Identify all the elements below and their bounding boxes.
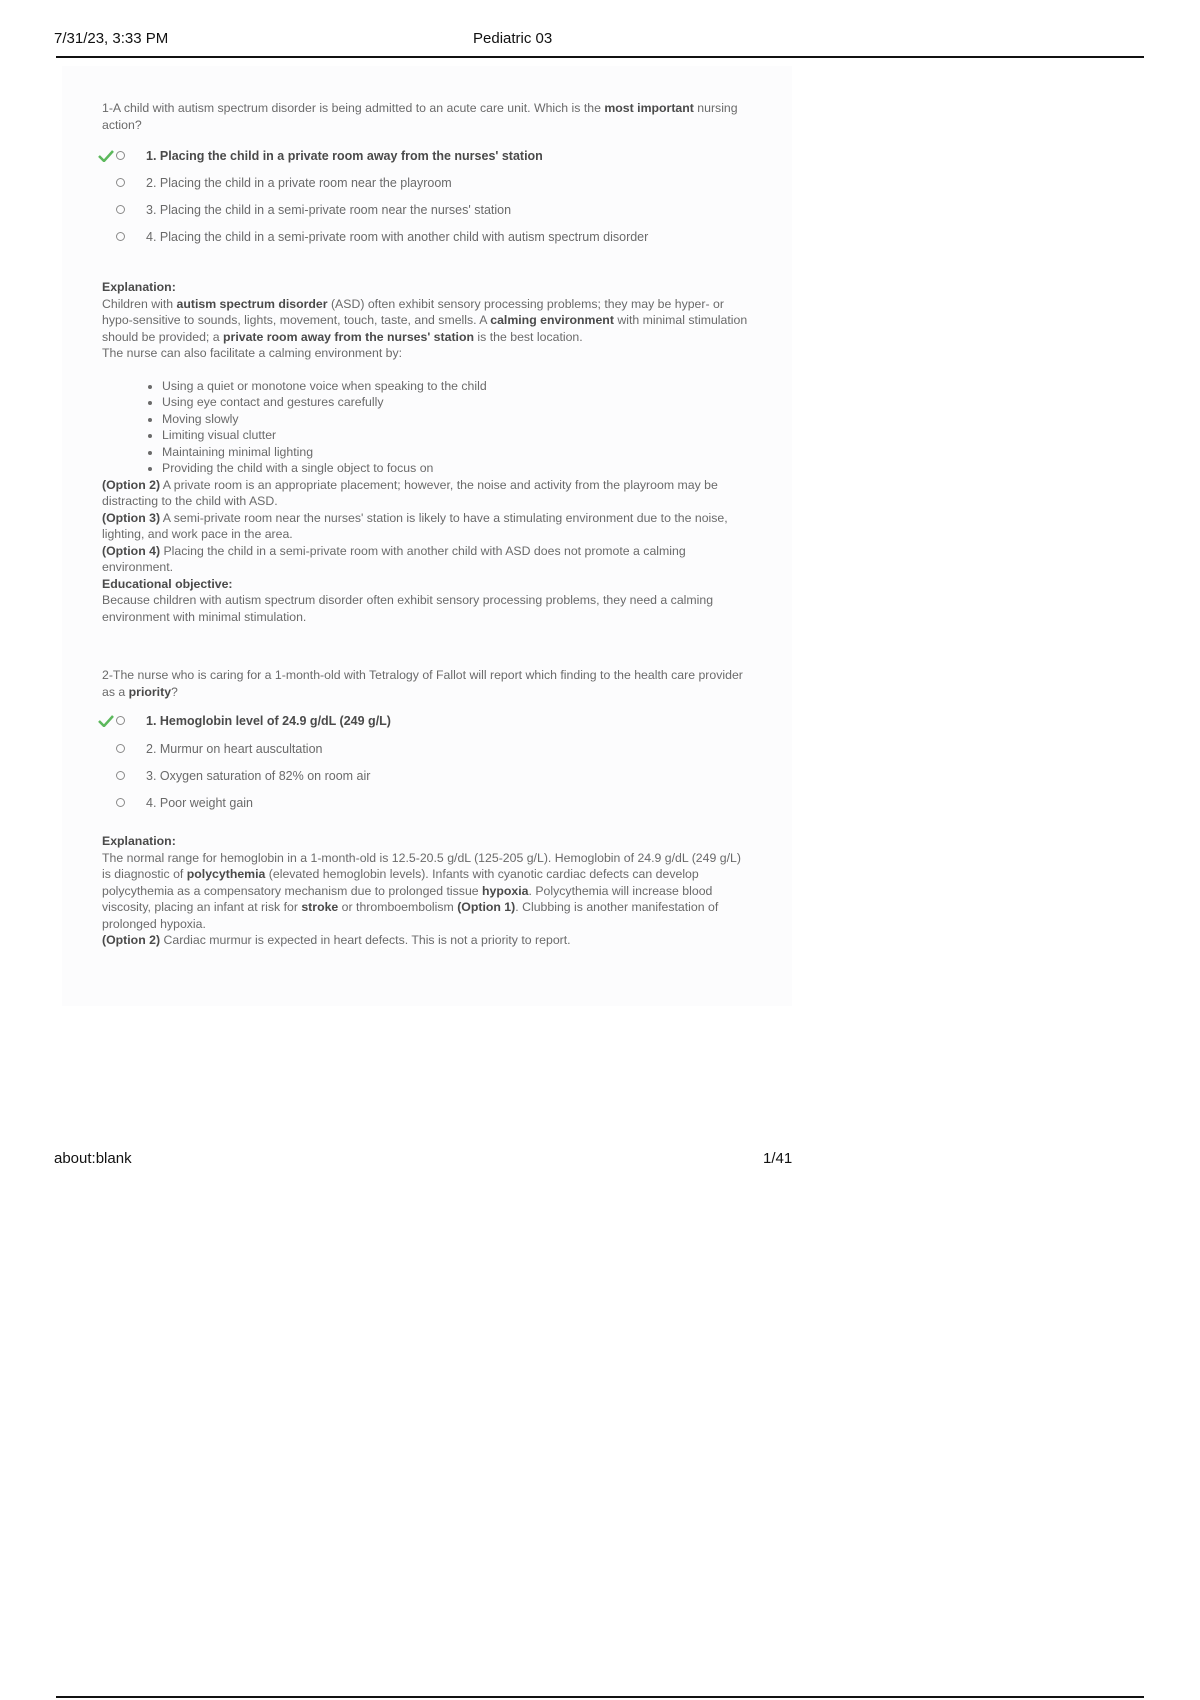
q2-prompt-text: 2-The nurse who is caring for a 1-month-old with Tetralogy of Fallot will report which finding to the health care provider as a	[102, 668, 743, 699]
rationale-text: Cardiac murmur is expected in heart defects. This is not a priority to report.	[160, 933, 571, 947]
exp-emphasis: (Option 1)	[457, 900, 516, 914]
option-3-rationale	[102, 510, 752, 543]
q2-prompt-emphasis: priority	[128, 684, 172, 699]
page-title: Pediatric 03	[473, 30, 553, 47]
q1-explanation	[102, 279, 752, 625]
list-item: • Moving slowly	[162, 411, 752, 428]
q1-option-3-label: 3. Placing the child in a semi-private room near the nurses' station	[146, 203, 512, 217]
q2-option-3[interactable]	[98, 766, 798, 786]
page-break-rule	[56, 1696, 1144, 1698]
print-date: 7/31/23, 3:33 PM	[54, 30, 169, 47]
q2-option-4-label: 4. Poor weight gain	[146, 796, 254, 810]
list-item: • Limiting visual clutter	[162, 427, 752, 444]
exp-text: with minimal stimulation should be provided; a	[102, 313, 748, 344]
correct-check-icon	[98, 150, 114, 162]
rationale-text: A semi-private room near the nurses' station is likely to have a stimulating environment due to the noise, lighting, and work pace in the area.	[102, 510, 728, 541]
explanation-paragraph	[102, 850, 752, 933]
list-item: • Providing the child with a single object to focus on	[162, 460, 752, 477]
exp-text: Children with	[102, 296, 177, 311]
radio-button[interactable]	[116, 151, 125, 160]
q1-option-2-label: 2. Placing the child in a private room near the playroom	[146, 176, 452, 190]
question-1-prompt	[102, 100, 752, 133]
list-item: • Using eye contact and gestures carefully	[162, 394, 752, 411]
correct-check-icon	[98, 715, 114, 727]
option-4-rationale	[102, 543, 752, 576]
q2-option-3-label: 3. Oxygen saturation of 82% on room air	[146, 769, 371, 783]
explanation-paragraph	[102, 296, 752, 346]
q1-prompt-emphasis: most important	[604, 101, 694, 115]
exp-text: is the best location.	[474, 329, 583, 344]
rationale-text: A private room is an appropriate placement; however, the noise and activity from the playroom may be distracting to the child with ASD.	[102, 477, 718, 508]
q1-option-4[interactable]	[98, 227, 798, 247]
option-2-rationale	[102, 477, 752, 510]
page-number: 1/41	[763, 1150, 793, 1167]
option-label: (Option 2)	[102, 477, 161, 492]
q1-option-4-label: 4. Placing the child in a semi-private room with another child with autism spectrum disorder	[146, 230, 649, 244]
exp-text: or thromboembolism	[338, 900, 458, 914]
exp-emphasis: hypoxia	[482, 883, 529, 898]
objective-text: Because children with autism spectrum disorder often exhibit sensory processing problems, they need a calming environment with minimal stimulation.	[102, 593, 714, 624]
explanation-label: Explanation:	[102, 280, 176, 294]
radio-button[interactable]	[116, 771, 125, 780]
calming-environment-list	[102, 378, 752, 477]
exp-text: . Clubbing is another manifestation of prolonged hypoxia.	[102, 900, 719, 931]
exp-text: (ASD) often exhibit sensory processing problems; they may be hyper- or hypo-sensitive to sounds, lights, movement, touch, taste, and smells. A	[102, 296, 724, 327]
question-2-prompt	[102, 667, 752, 700]
exp-text: The normal range for hemoglobin in a 1-month-old is 12.5-20.5 g/dL (125-205 g/L). Hemoglobin of 24.9 g/dL (249 g/L) is diagnostic of	[102, 850, 741, 881]
option-2-rationale	[102, 932, 752, 949]
radio-button[interactable]	[116, 716, 125, 725]
exp-emphasis: polycythemia	[186, 867, 266, 881]
list-item: • Using a quiet or monotone voice when speaking to the child	[162, 378, 752, 395]
option-label: (Option 2)	[102, 933, 161, 947]
radio-button[interactable]	[116, 798, 125, 807]
list-item: • Maintaining minimal lighting	[162, 444, 752, 461]
rationale-text: Placing the child in a semi-private room with another child with ASD does not promote a calming environment.	[102, 543, 686, 574]
q1-prompt-end: nursing action?	[102, 101, 738, 132]
exp-emphasis: private room away from the nurses' station	[223, 329, 474, 344]
radio-button[interactable]	[116, 178, 125, 187]
exp-emphasis: autism spectrum disorder	[176, 296, 328, 311]
q2-option-2[interactable]	[98, 739, 798, 759]
radio-button[interactable]	[116, 205, 125, 214]
q1-option-1[interactable]	[98, 146, 798, 166]
q2-option-1-label: 1. Hemoglobin level of 24.9 g/dL (249 g/L)	[146, 714, 391, 728]
q2-explanation	[102, 833, 752, 949]
radio-button[interactable]	[116, 232, 125, 241]
explanation-label: Explanation:	[102, 834, 176, 848]
exp-emphasis: calming environment	[490, 313, 614, 327]
option-label: (Option 3)	[102, 510, 161, 525]
objective-label: Educational objective:	[102, 576, 233, 591]
q2-option-1[interactable]	[98, 711, 798, 731]
q2-prompt-end: ?	[171, 684, 178, 699]
q2-option-4[interactable]	[98, 793, 798, 813]
q1-option-3[interactable]	[98, 200, 798, 220]
option-label: (Option 4)	[102, 543, 161, 558]
q1-option-2[interactable]	[98, 173, 798, 193]
exp-emphasis: stroke	[301, 900, 339, 914]
exp-text: . Polycythemia will increase blood viscosity, placing an infant at risk for	[102, 883, 713, 914]
explanation-intro: The nurse can also facilitate a calming environment by:	[102, 346, 403, 360]
radio-button[interactable]	[116, 744, 125, 753]
exp-text: (elevated hemoglobin levels). Infants with cyanotic cardiac defects can develop polycythemia as a compensatory mechanism due to prolonged tissue	[102, 867, 699, 898]
header-divider	[56, 56, 1144, 58]
q1-option-1-label: 1. Placing the child in a private room away from the nurses' station	[146, 149, 543, 163]
page-url: about:blank	[54, 1150, 132, 1167]
q2-option-2-label: 2. Murmur on heart auscultation	[146, 742, 323, 756]
q1-prompt-text: 1-A child with autism spectrum disorder is being admitted to an acute care unit. Which is the	[102, 101, 605, 115]
